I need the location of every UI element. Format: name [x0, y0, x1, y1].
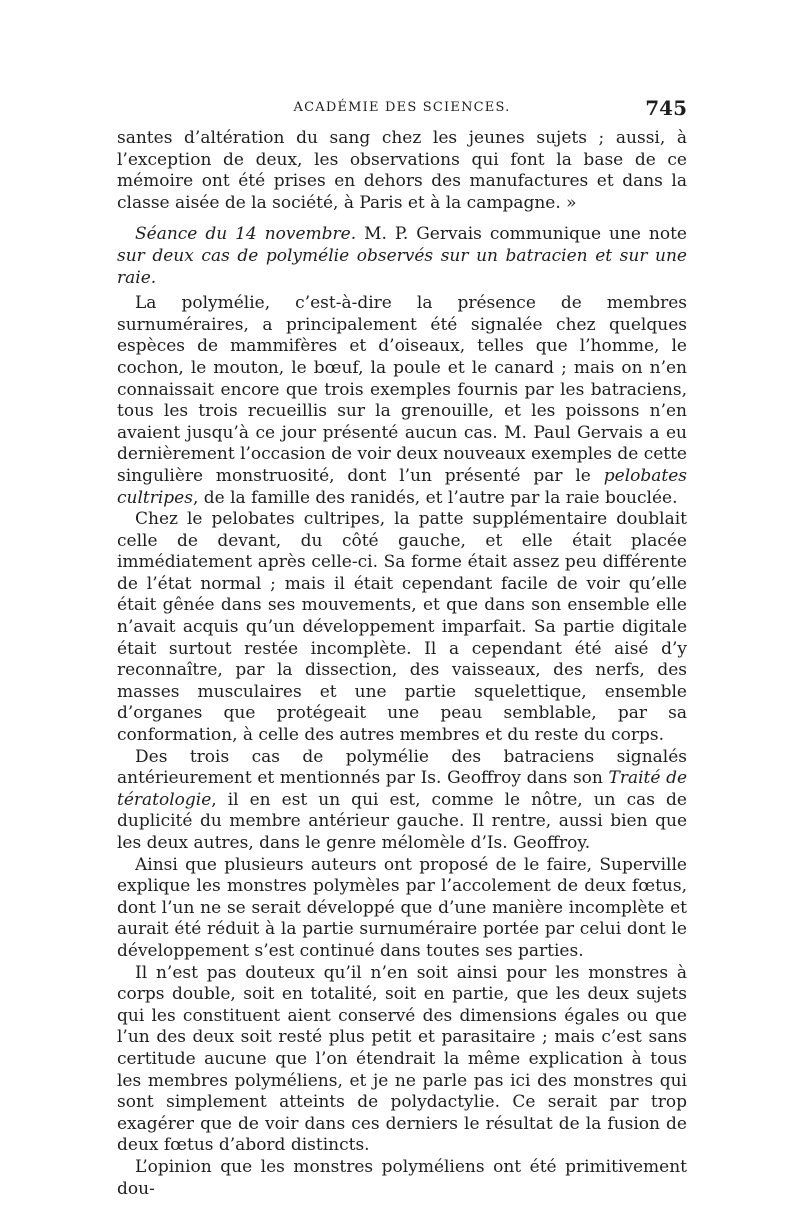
page-number: 745 — [645, 96, 687, 120]
paragraph — [117, 293, 687, 509]
session-heading-paragraph — [117, 224, 687, 289]
paragraph-text: , de la famille des ranidés, et l’autre par la raie bouclée. — [192, 487, 678, 508]
paragraph — [117, 855, 687, 963]
paragraph-text: L’opinion que les monstres polyméliens ont été primitivement dou- — [117, 1156, 687, 1199]
page-header — [117, 96, 687, 122]
paragraph-text: Il n’est pas douteux qu’il n’en soit ainsi pour les monstres à corps double, soit en totalité, soit en partie, que les deux sujets qui les constituent aient conservé des dimensions égales ou que l’un des deux soit resté plus petit et parasitaire ; mais c’est sans certitude aucune que l’on étendrait la même explication à tous les membres polyméliens, et je ne parle pas ici des monstres qui sont simplement atteints de polydactylie. Ce serait par trop exagérer que de voir dans ces derniers le résultat de la fusion de deux fœtus d’abord distincts. — [117, 962, 687, 1156]
paragraph-text: Chez le pelobates cultripes, la patte supplémentaire doublait celle de devant, du côté gauche, et elle était placée immédiatement après celle-ci. Sa forme était assez peu différente de l’état normal ; mais il était cependant facile de voir qu’elle était gênée dans ses mouvements, et que dans son ensemble elle n’avait acquis qu’un développement imparfait. Sa partie digitale était surtout restée incomplète. Il a cependant été aisé d’y reconnaître, par la dissection, des vaisseaux, des nerfs, des masses musculaires et une partie squelettique, ensemble d’organes que protégeait une peau semblable, par sa conformation, à celle des autres membres et du reste du corps. — [117, 509, 687, 746]
session-text: M. P. Gervais communique une note — [356, 224, 687, 245]
paragraph-text: La polymélie, c’est-à-dire la présence de membres surnuméraires, a principalement été signalée chez quelques espèces de mammifères et d’oiseaux, telles que l’homme, le cochon, le mouton, le bœuf, la poule et le canard ; mais on n’en connaissait encore que trois exemples fournis par les batraciens, tous les trois recueillis sur la grenouille, et les poissons n’en avaient jusqu’à ce jour présenté aucun cas. M. Paul Gervais a eu dernièrement l’occasion de voir deux nouveaux exemples de cette singulière monstruosité, dont l’un présenté par le — [117, 293, 687, 486]
paragraph — [117, 1157, 687, 1200]
paragraph — [117, 747, 687, 855]
note-title: sur deux cas de polymélie observés sur un batracien et sur une raie. — [117, 245, 687, 288]
paragraph — [117, 963, 687, 1157]
paragraph-text: Ainsi que plusieurs auteurs ont proposé de le faire, Superville explique les monstres polymèles par l’accolement de deux fœtus, dont l’un ne se serait développé que d’une manière incomplète et aurait été réduit à la partie surnuméraire portée par celui dont le développement s’est continué dans toutes ses parties. — [117, 854, 687, 961]
article-body — [117, 128, 687, 1200]
journal-page — [117, 96, 687, 1200]
book-title: Traité de tératologie — [117, 768, 688, 810]
species-name: pelobates cultripes — [117, 465, 687, 508]
paragraph — [117, 509, 687, 747]
paragraph-text: santes d’altération du sang chez les jeunes sujets ; aussi, à l’exception de deux, les observations qui font la base de ce mémoire ont été prises en dehors des manufactures et dans la classe aisée de la société, à Paris et à la campagne. » — [117, 128, 687, 213]
paragraph-text: Des trois cas de polymélie des batraciens signalés antérieurement et mentionnés par Is. Geoffroy dans son — [117, 746, 687, 789]
paragraph — [117, 128, 687, 214]
session-date: Séance du 14 novembre. — [135, 224, 357, 245]
running-title: ACADÉMIE DES SCIENCES. — [293, 100, 511, 115]
paragraph-text: , il en est un qui est, comme le nôtre, un cas de duplicité du membre antérieur gauche. Il rentre, aussi bien que les deux autres, dans le genre mélomèle d’Is. Geoffroy. — [117, 789, 687, 853]
